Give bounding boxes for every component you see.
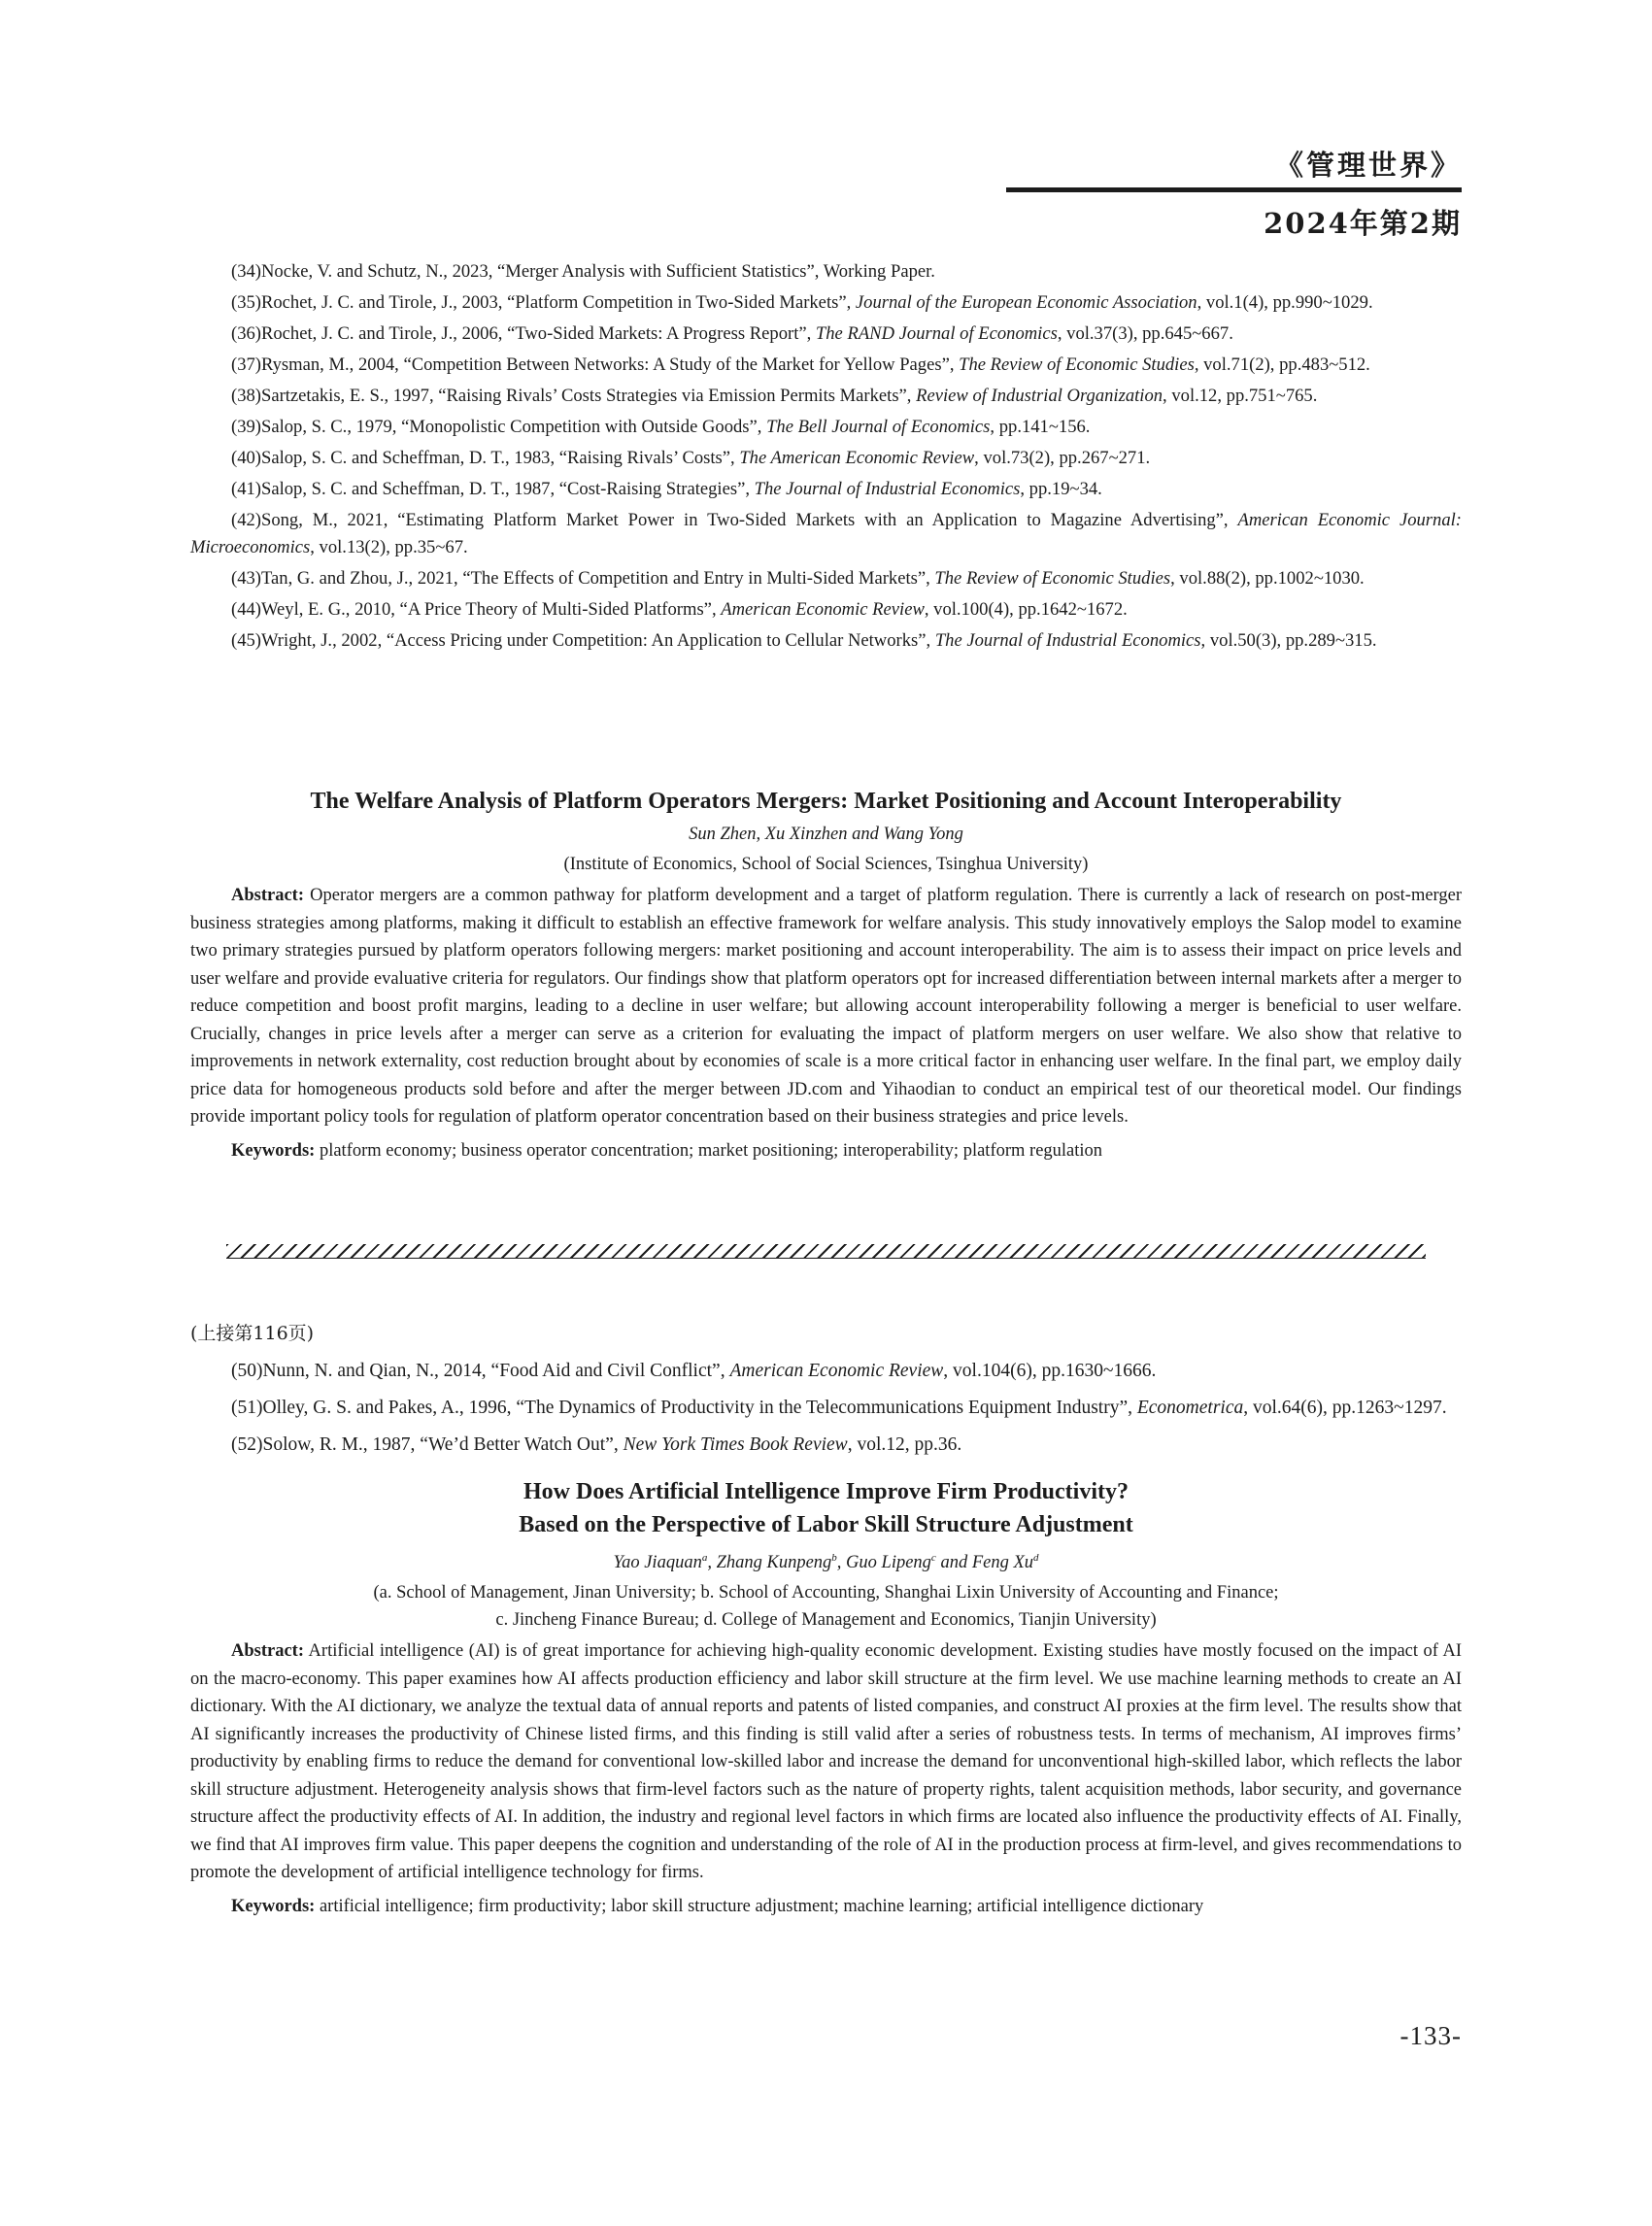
reference-details: , vol.100(4), pp.1642~1672. — [924, 599, 1128, 620]
abstract-label: Abstract: — [231, 886, 305, 905]
keywords-text: artificial intelligence; firm productivity; labor skill structure adjustment; machine learning; artificial intelligence dictionary — [319, 1896, 1204, 1916]
abstract-text: Artificial intelligence (AI) is of great importance for achieving high-quality economic development. Existing studies have mostly focused on the impact of AI on the macro-economy. This paper examines how AI affects production efficiency and labor skill structure at the firm level. We use machine learning methods to create an AI dictionary. With the AI dictionary, we analyze the textual data of annual reports and patents of listed companies, and construct AI proxies at the firm level. The results show that AI significantly increases the productivity of Chinese listed firms, and this finding is still valid after a series of robustness tests. In terms of mechanism, AI improves firms’ productivity by enabling firms to reduce the demand for conventional low-skilled labor and increase the demand for unconventional high-skilled labor, which reflects the labor skill structure adjustment. Heterogeneity analysis shows that firm-level factors such as the nature of property rights, talent acquisition methods, labor security, and governance structure affect the productivity effects of AI. In addition, the industry and regional level factors in which firms are located also influence the productivity effects of AI. Finally, we find that AI improves firm value. This paper deepens the cognition and understanding of the role of AI in the production process at firm-level, and gives recommendations to promote the development of artificial intelligence technology for firms. — [190, 1641, 1463, 1883]
header-rule — [1006, 187, 1462, 192]
reference-text: (45)Wright, J., 2002, “Access Pricing under Competition: An Application to Cellular Networks”, — [231, 630, 935, 651]
article-authors: Sun Zhen, Xu Xinzhen and Wang Yong — [689, 825, 963, 844]
reference-text: (44)Weyl, E. G., 2010, “A Price Theory of Multi-Sided Platforms”, — [231, 599, 722, 620]
reference-item — [190, 627, 1462, 655]
references-list-b — [190, 1319, 1462, 1467]
reference-text: (40)Salop, S. C. and Scheffman, D. T., 1983, “Raising Rivals’ Costs”, — [231, 448, 740, 468]
reference-item — [190, 1356, 1462, 1386]
reference-item — [190, 383, 1462, 410]
reference-item — [190, 565, 1462, 592]
reference-journal: The Journal of Industrial Economics — [754, 479, 1021, 499]
reference-text: (42)Song, M., 2021, “Estimating Platform Market Power in Two-Sided Markets with an Application to Magazine Advertising”, — [231, 510, 1238, 530]
article-affiliation-line-1: (a. School of Management, Jinan University; b. School of Accounting, Shanghai Lixin University of Accounting and Finance; — [373, 1583, 1279, 1603]
reference-details: , pp.19~34. — [1020, 479, 1102, 499]
reference-text: (39)Salop, S. C., 1979, “Monopolistic Competition with Outside Goods”, — [231, 417, 767, 437]
reference-details: , vol.71(2), pp.483~512. — [1194, 354, 1370, 375]
abstract-text: Operator mergers are a common pathway for platform development and a target of platform regulation. There is currently a lack of research on post-merger business strategies among platforms, making it difficult to establish an effective framework for welfare analysis. This study innovatively employs the Salop model to examine two primary strategies pursued by platform operators following mergers: market positioning and account interoperability. The aim is to assess their impact on price levels and user welfare and provide evaluative criteria for regulators. Our findings show that platform operators opt for increased differentiation between internal markets after a merger to reduce competition and boost profit margins, leading to a decline in user welfare; but allowing account interoperability following a merger is beneficial to user welfare. Crucially, changes in price levels after a merger can serve as a criterion for evaluating the impact of platform mergers on user welfare. We also show that relative to improvements in network externality, cost reduction brought about by economies of scale is a more critical factor in enhancing user welfare. In the final part, we employ daily price data for homogeneous products sold before and after the merger between JD.com and Yihaodian to conduct an empirical test of our theoretical model. Our findings provide important policy tools for regulation of platform operator concentration based on their business strategies and price levels. — [190, 886, 1462, 1127]
reference-text: (38)Sartzetakis, E. S., 1997, “Raising Rivals’ Costs Strategies via Emission Permits Markets”, — [231, 386, 917, 406]
author-affiliation-marker: d — [1033, 1552, 1039, 1564]
continued-note: (上接第116页) — [190, 1323, 315, 1344]
reference-journal: American Economic Review — [729, 1361, 944, 1381]
reference-item — [190, 476, 1462, 503]
reference-text: (52)Solow, R. M., 1987, “We’d Better Watch Out”, — [231, 1434, 624, 1455]
keywords-label: Keywords: — [231, 1140, 316, 1161]
reference-item — [190, 445, 1462, 472]
reference-text: (34)Nocke, V. and Schutz, N., 2023, “Merger Analysis with Sufficient Statistics”, Working Paper. — [231, 261, 935, 282]
reference-item — [190, 352, 1462, 379]
reference-details: , vol.13(2), pp.35~67. — [310, 537, 468, 557]
author-separator: , — [836, 1553, 847, 1573]
reference-details: , vol.73(2), pp.267~271. — [974, 448, 1151, 468]
reference-text: (41)Salop, S. C. and Scheffman, D. T., 1987, “Cost-Raising Strategies”, — [231, 479, 755, 499]
journal-name: 《管理世界》 — [1274, 149, 1462, 182]
reference-details: , vol.12, pp.751~765. — [1163, 386, 1318, 406]
reference-text: (35)Rochet, J. C. and Tirole, J., 2003, “Platform Competition in Two-Sided Markets”, — [231, 292, 856, 313]
reference-journal: The Journal of Industrial Economics — [934, 630, 1201, 651]
reference-details: , vol.12, pp.36. — [847, 1434, 962, 1455]
reference-journal: New York Times Book Review — [623, 1434, 848, 1455]
page-number: -133- — [1399, 2021, 1462, 2050]
reference-details: , vol.104(6), pp.1630~1666. — [943, 1361, 1157, 1381]
reference-journal: The American Economic Review — [739, 448, 975, 468]
reference-item — [190, 320, 1462, 348]
references-list-a — [190, 258, 1462, 658]
reference-journal: The Review of Economic Studies — [934, 568, 1171, 589]
reference-details: , vol.88(2), pp.1002~1030. — [1170, 568, 1365, 589]
issue-label: 2024年第2期 — [1264, 207, 1462, 240]
reference-text: (50)Nunn, N. and Qian, N., 2014, “Food Aid and Civil Conflict”, — [231, 1361, 730, 1381]
reference-item — [190, 1393, 1462, 1423]
reference-details: , vol.37(3), pp.645~667. — [1057, 323, 1233, 344]
abstract — [190, 1637, 1462, 1887]
reference-journal: The Bell Journal of Economics — [766, 417, 991, 437]
keywords — [190, 1893, 1462, 1920]
author-name: Yao Jiaquan — [613, 1553, 702, 1573]
reference-journal: Journal of the European Economic Association — [855, 292, 1197, 313]
author-separator: and — [935, 1553, 972, 1573]
keywords-text: platform economy; business operator concentration; market positioning; interoperability; platform regulation — [319, 1140, 1103, 1161]
article-title-line-2: Based on the Perspective of Labor Skill Structure Adjustment — [519, 1512, 1133, 1537]
reference-details: , vol.64(6), pp.1263~1297. — [1243, 1398, 1447, 1418]
article-summary-2 — [190, 1475, 1462, 1920]
author-name: Zhang Kunpeng — [716, 1553, 832, 1573]
author-name: Feng Xu — [971, 1553, 1033, 1573]
keywords-label: Keywords: — [231, 1896, 316, 1916]
reference-item — [190, 1430, 1462, 1460]
reference-item — [190, 289, 1462, 317]
reference-item — [190, 414, 1462, 441]
article-title-line-1: How Does Artificial Intelligence Improve Firm Productivity? — [523, 1479, 1129, 1504]
author-affiliation-marker: a — [701, 1552, 708, 1564]
reference-text: (36)Rochet, J. C. and Tirole, J., 2006, “Two-Sided Markets: A Progress Report”, — [231, 323, 816, 344]
reference-journal: The Review of Economic Studies — [959, 354, 1195, 375]
article-authors — [190, 1543, 1462, 1577]
author-separator: , — [707, 1553, 717, 1573]
article-affiliation: (Institute of Economics, School of Social Sciences, Tsinghua University) — [563, 855, 1089, 874]
reference-journal: The RAND Journal of Economics — [815, 323, 1058, 344]
keywords — [190, 1137, 1462, 1164]
reference-text: (51)Olley, G. S. and Pakes, A., 1996, “The Dynamics of Productivity in the Telecommunications Equipment Industry”, — [231, 1398, 1137, 1418]
reference-details: , pp.141~156. — [990, 417, 1091, 437]
abstract — [190, 882, 1462, 1131]
reference-journal: Econometrica — [1136, 1398, 1244, 1418]
reference-item — [190, 507, 1462, 561]
reference-details: , vol.50(3), pp.289~315. — [1200, 630, 1377, 651]
reference-item — [190, 258, 1462, 286]
reference-text: (43)Tan, G. and Zhou, J., 2021, “The Effects of Competition and Entry in Multi-Sided Markets”, — [231, 568, 935, 589]
author-affiliation-marker: c — [930, 1552, 936, 1564]
article-title: The Welfare Analysis of Platform Operators Mergers: Market Positioning and Account Interoperability — [310, 789, 1342, 814]
abstract-label: Abstract: — [231, 1641, 305, 1662]
reference-item — [190, 596, 1462, 624]
author-name: Guo Lipeng — [846, 1553, 931, 1573]
reference-journal: American Economic Review — [721, 599, 925, 620]
author-affiliation-marker: b — [831, 1552, 837, 1564]
reference-journal: American Economic Journal: Microeconomics — [190, 510, 1462, 557]
section-divider — [226, 1244, 1426, 1259]
reference-details: , vol.1(4), pp.990~1029. — [1197, 292, 1373, 313]
article-affiliation-line-2: c. Jincheng Finance Bureau; d. College of Management and Economics, Tianjin University) — [495, 1610, 1157, 1631]
reference-journal: Review of Industrial Organization — [916, 386, 1163, 406]
reference-text: (37)Rysman, M., 2004, “Competition Between Networks: A Study of the Market for Yellow Pages”, — [231, 354, 960, 375]
article-summary-1 — [190, 785, 1462, 1164]
